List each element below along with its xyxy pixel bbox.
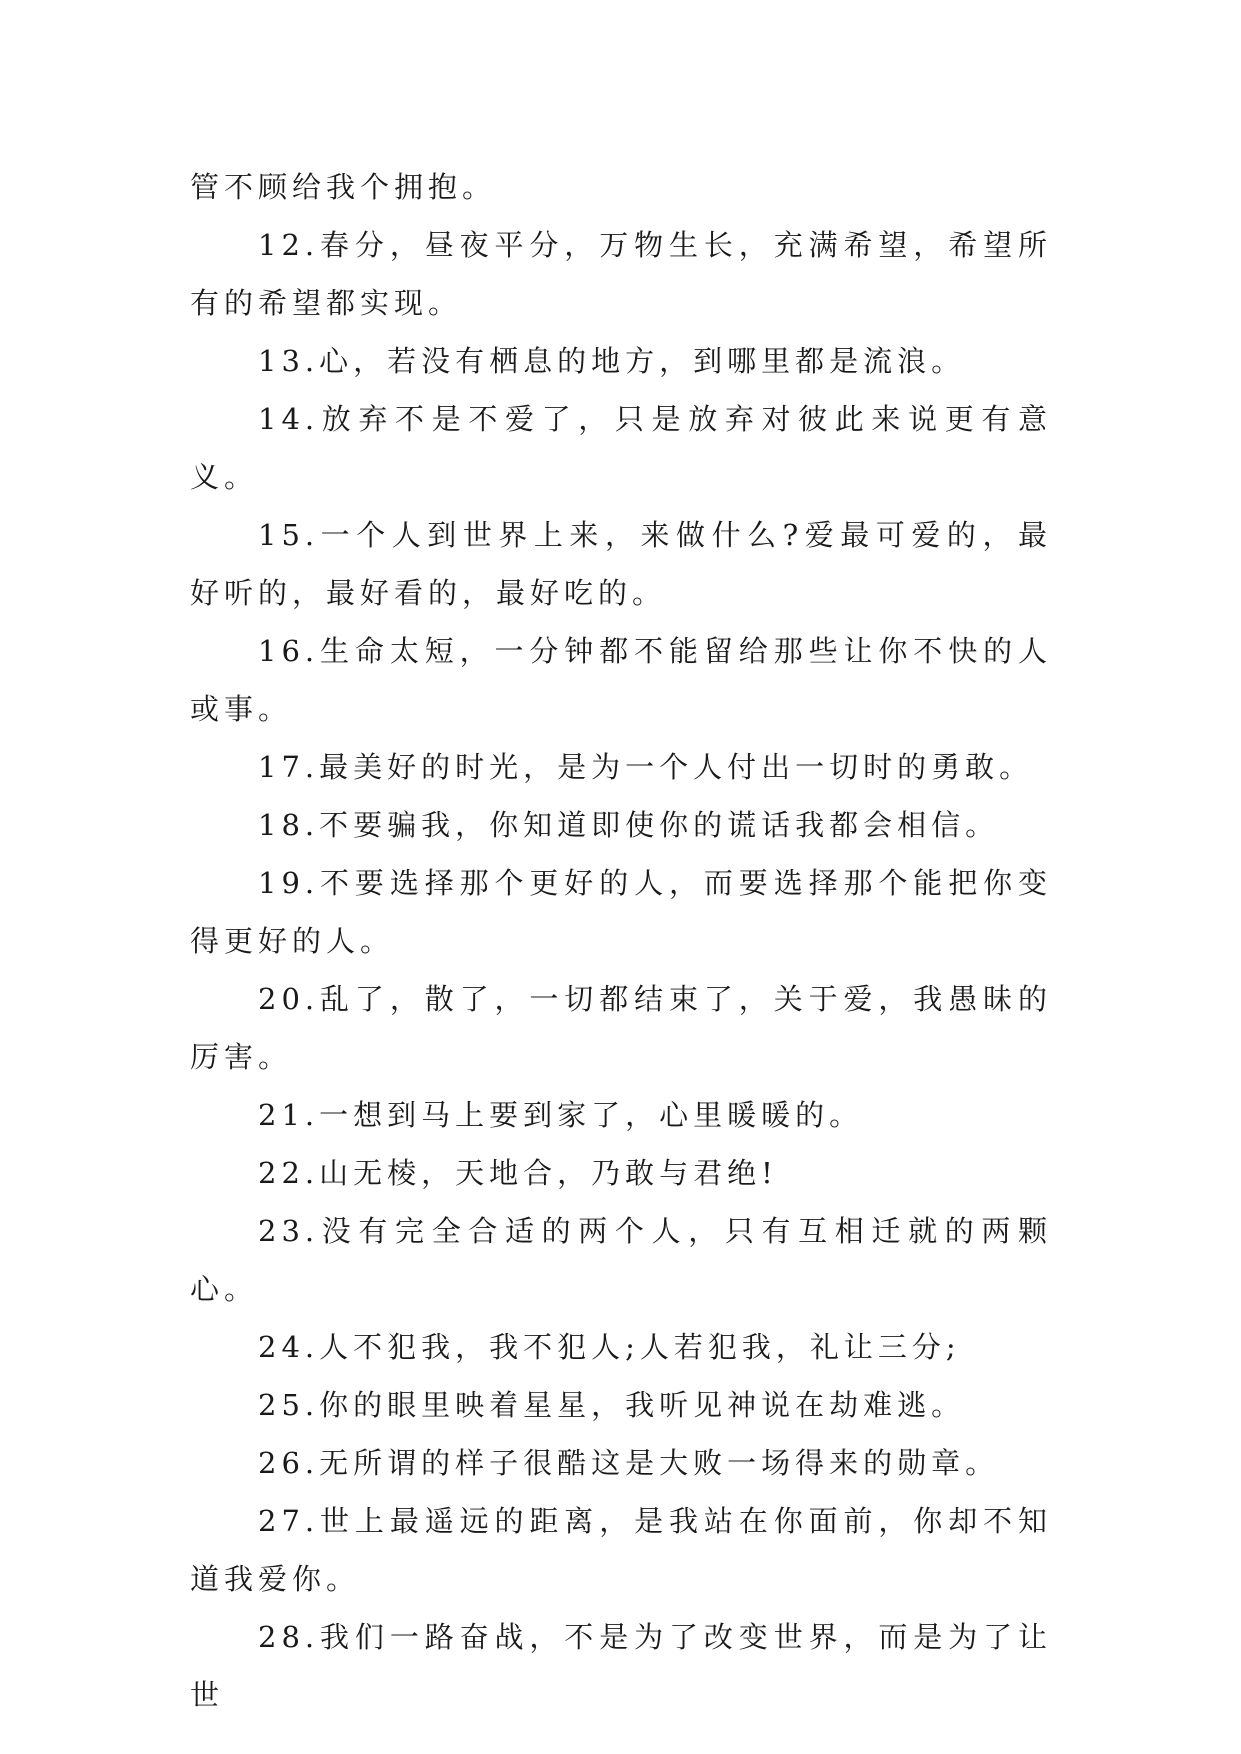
paragraph-24: 24.人不犯我，我不犯人;人若犯我，礼让三分; xyxy=(258,1330,961,1364)
paragraph-12: 12.春分，昼夜平分，万物生长，充满希望，希望所有的希望都实现。 xyxy=(190,228,1052,320)
paragraph-continued: 管不顾给我个拥抱。 xyxy=(190,170,497,204)
paragraph-28: 28.我们一路奋战，不是为了改变世界，而是为了让世 xyxy=(190,1620,1052,1712)
paragraph-27: 27.世上最遥远的距离，是我站在你面前，你却不知道我爱你。 xyxy=(190,1504,1052,1596)
paragraph-18: 18.不要骗我，你知道即使你的谎话我都会相信。 xyxy=(258,808,1000,842)
paragraph-25: 25.你的眼里映着星星，我听见神说在劫难逃。 xyxy=(258,1388,966,1422)
paragraph-23: 23.没有完全合适的两个人，只有互相迁就的两颗心。 xyxy=(190,1214,1052,1306)
paragraph-19: 19.不要选择那个更好的人，而要选择那个能把你变得更好的人。 xyxy=(190,866,1052,958)
paragraph-17: 17.最美好的时光，是为一个人付出一切时的勇敢。 xyxy=(258,750,1034,784)
paragraph-21: 21.一想到马上要到家了，心里暖暖的。 xyxy=(258,1098,864,1132)
paragraph-22: 22.山无棱，天地合，乃敢与君绝! xyxy=(258,1156,778,1190)
document-body xyxy=(190,158,1052,1724)
paragraph-13: 13.心，若没有栖息的地方，到哪里都是流浪。 xyxy=(258,344,966,378)
paragraph-16: 16.生命太短，一分钟都不能留给那些让你不快的人或事。 xyxy=(190,634,1052,726)
paragraph-14: 14.放弃不是不爱了，只是放弃对彼此来说更有意义。 xyxy=(190,402,1052,494)
paragraph-20: 20.乱了，散了，一切都结束了，关于爱，我愚昧的厉害。 xyxy=(190,982,1052,1074)
paragraph-26: 26.无所谓的样子很酷这是大败一场得来的勋章。 xyxy=(258,1446,1000,1480)
paragraph-15: 15.一个人到世界上来，来做什么?爱最可爱的，最好听的，最好看的，最好吃的。 xyxy=(190,518,1052,610)
